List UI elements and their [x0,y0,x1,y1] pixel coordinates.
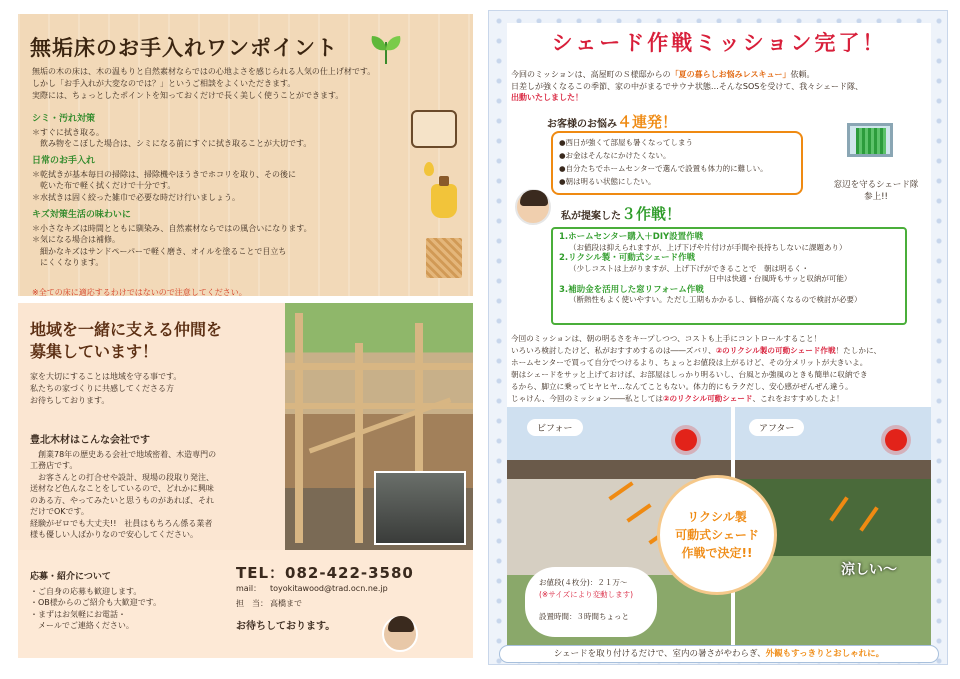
oil-bottle-icon [431,184,457,218]
apply-line: メールでご連絡ください。 [30,621,134,630]
scratch-line: ＊気になる場合は補修。 [32,235,120,244]
staff-face-avatar [515,189,551,225]
wood-plank-icon [426,238,462,278]
intro-line: しかし「お手入れが大変なのでは？」というご相談をよくいただきます。 [32,79,296,88]
caution-note: ※全ての床に適応するわけではないので注意してください。 [32,288,247,297]
summary-line: 朝はシェードをサッと上げておけば、お部屋はしっかり明るいし、台風とか強風のときも簡単に収納でき [511,370,868,379]
proposal-desc: 日中は快適・台風時もサッと収納が可能） [709,274,852,283]
bottom-highlight: 外観もすっきりとおしゃれに。 [765,649,885,659]
scratch-heading: キズ対策生活の味わいに [32,210,131,220]
sunlight-arrow-icon [608,481,633,500]
decision-line: 作戦で決定!! [681,546,753,560]
recruit-line: お待ちしております。 [30,396,110,405]
recruit-section [18,303,473,658]
summary-line: ホームセンターで買って自分でつけるより、ちょっとお値段は上がるけど、その分メリットが大きいよ。 [511,358,868,367]
recruit-title [30,319,222,363]
mission-line: 依頼。 [790,70,815,79]
proposal-title: 1.ホームセンター購入＋DIY設置作戦 [559,232,704,242]
scratch-line: ＊小さなキズは時間とともに馴染み、自然素材ならではの風合いになります。 [32,223,312,233]
recruit-title-line: 地域を一緒に支える仲間を [30,320,223,339]
window-caption-line: 窓辺を守るシェード隊 [833,180,919,190]
staff-name: 高橋まで [270,599,302,608]
worry-heading-em: ４連発！ [617,113,678,131]
shade-mission-panel [507,23,931,653]
scratch-line: 細かなキズはサンドペーパーで軽く磨き、オイルを塗ることで目立ち [32,246,287,256]
price-note: (※サイズにより変動します) [539,590,634,599]
company-line: 送材など色んなことをしているので、どれかに興味 [30,484,214,493]
proposal-desc: （断熱性もよく使いやすい。ただし工期もかかるし、価格が高くなるので検討が必要） [569,295,862,304]
summary-line: るから、脚立に乗ってヒヤヒヤ…なんてこともない。体力的にもラクだし、安心感がぜんぜん違う。 [511,382,853,391]
summary-line: 、これをおすすめしたよ！ [752,394,844,403]
recruit-line: 私たちの家づくりに共感してくださる方 [30,384,174,393]
worry-item: ●お金はそんなにかけたくない。 [559,151,671,160]
tel-label: TEL： [236,564,286,582]
cool-caption: 涼しい～ [841,562,897,578]
stain-heading: シミ・汚れ対策 [32,114,96,124]
mission-text [511,69,931,104]
summary-line: じゃけん、今回のミッション――私としては [511,394,664,403]
scratch-section [32,210,392,269]
recruit-line: 家を大切にすることは地域を守る事です。 [30,372,182,381]
recruit-contact [18,550,473,658]
daily-care-line: ＊水拭きは固く絞った雑巾で必要な時だけ行いましょう。 [32,192,240,202]
staff-avatar [382,616,418,652]
mission-line: 日差しが強くなるこの季節、家の中がまるでサウナ状態…そんなSOSを受けて、我々シェード隊、 [511,81,864,91]
summary-line: いろいろ検討したけど、私がおすすめするのは――ズバリ、 [511,346,716,355]
sun-icon [885,429,907,451]
proposal-desc: （少しコストは上がりますが、上げ下げができることで 朝は明るく・ [569,263,809,273]
shade-mission-section [488,10,948,665]
intro-line: 実際には、ちょっとしたポイントを知っておくだけで長く美しく使うことができます。 [32,91,344,100]
daily-care-heading: 日常のお手入れ [32,156,96,166]
price-text: お値段(４枚分)：２１万～ [539,578,628,587]
proposal-title: 3.補助金を活用した窓リフォーム作戦 [559,284,704,295]
tel-number[interactable]: 082-422-3580 [285,564,414,582]
sunlight-arrow-icon [859,506,878,531]
wiping-cloth-icon [411,110,457,148]
worry-item: ●自分たちでホームセンターで選んで設置も体力的に難しい。 [559,164,768,173]
mission-line: 今回のミッションは、高屋町のＳ様邸からの [511,70,671,79]
intro-line: 無垢の木の床は、木の温もりと自然素材ならではの心地よさを感じられる人気の仕上げ材です。 [32,67,376,76]
company-line: 工務店です。 [30,461,78,470]
daily-care-line: ＊乾拭きが基本毎日の掃除は、掃除機やほうきでホコリを取り、その後に [32,169,296,179]
company-line: 創業78年の歴史ある会社で地域密着、木造専門の [30,449,217,459]
scratch-line: にくくなります。 [32,258,104,267]
recruit-intro [18,303,284,550]
install-time: 設置時間：３時間ちょっと [539,612,629,621]
sun-icon [675,429,697,451]
floor-care-section [18,14,473,296]
summary-highlight: ②のリクシル可動シェード [663,394,753,403]
company-line: のある方、やってみたいと思うものがあれば、それ [30,495,214,505]
oil-drop-icon [424,162,434,176]
decision-line: 可動式シェード [675,528,759,542]
worry-item: ●西日が強くて部屋も暑くなってしまう [559,138,694,147]
floor-care-title: 無垢床のお手入れワンポイント [30,36,338,60]
summary-line: 今回のミッションは、朝の明るさをキープしつつ、コストも上手にコントロールすること！ [511,334,822,343]
proposal-list [551,227,907,325]
window-caption [821,179,931,203]
daily-care-section [32,156,392,203]
apply-info [30,572,161,632]
window-caption-line: 参上!! [864,192,888,202]
company-info [30,435,280,541]
window-shade-icon [847,123,893,157]
recruit-message [30,371,280,407]
company-line: お客さんとの打合せや設計、現場の段取り発注、 [30,472,214,482]
mail-label: mail： [236,584,262,593]
waiting-message: お待ちしております。 [236,621,336,632]
apply-line: ・まずはお気軽にお電話・ [30,609,126,619]
proposal-title: 2.リクシル製・可動式シェード作戦 [559,253,696,263]
sunlight-arrow-icon [626,503,651,522]
company-line: 経験がゼロでも大丈夫!! 社員はもちろん係る業者 [30,518,213,528]
worry-heading-pre: お客様のお悩み [547,119,617,130]
bottom-banner [499,645,939,663]
after-label: アフター [749,419,804,436]
daily-care-line: 乾いた布で軽く拭くだけで十分です。 [32,181,176,190]
interior-work-photo [374,471,466,545]
summary-line: ！たしかに、 [835,346,882,355]
mission-dispatch: 出動いたしました！ [511,93,583,102]
recommendation-text [511,333,931,405]
apply-heading: 応募・紹介について [30,572,111,582]
proposal-desc: （お値段は抑えられますが、上げ下げや片付けが手間や長持ちしないに課題あり） [569,242,847,252]
apply-line: ・OB様からのご紹介も大歓迎です。 [30,598,162,607]
stain-line: ＊すぐに拭き取る。 [32,127,104,137]
floor-care-intro [32,66,452,102]
decision-line: リクシル製 [687,510,747,524]
before-after-photos [507,407,931,651]
summary-highlight: ②のリクシル製の可動シェード作戦 [715,346,836,355]
before-label: ビフォー [527,419,583,436]
mail-address[interactable]: toyokitawood@trad.ocn.ne.jp [270,584,388,593]
mission-highlight: 「夏の暮らしお悩みレスキュー」 [670,70,791,79]
decision-bubble [657,475,777,595]
proposal-heading-em: ３作戦！ [621,205,682,223]
worry-heading [547,111,677,132]
company-heading: 豊北木材はこんな会社です [30,435,150,446]
recruit-title-line: 募集しています！ [30,342,159,361]
staff-label: 担 当： [236,599,268,608]
shade-title: シェード作戦ミッション完了！ [551,31,887,55]
proposal-heading [561,203,681,224]
apply-line: ・ご自身の応募も歓迎します。 [30,586,142,596]
stain-section [32,114,392,150]
proposal-heading-pre: 私が提案した [561,211,621,222]
price-box [525,567,657,637]
company-line: 様も優しい人ばかりなので安心してください。 [30,530,198,539]
worry-item: ●朝は明るい状態にしたい。 [559,177,656,186]
stain-line: 飲み物をこぼした場合は、シミになる前にすぐに拭き取ることが大切です。 [32,139,312,148]
sunlight-arrow-icon [829,496,848,521]
company-line: だけでOKです。 [30,507,89,516]
leaf-icon [366,28,406,68]
bottom-text: シェードを取り付けるだけで、室内の暑さがやわらぎ、 [553,649,766,659]
worry-list [551,131,803,195]
